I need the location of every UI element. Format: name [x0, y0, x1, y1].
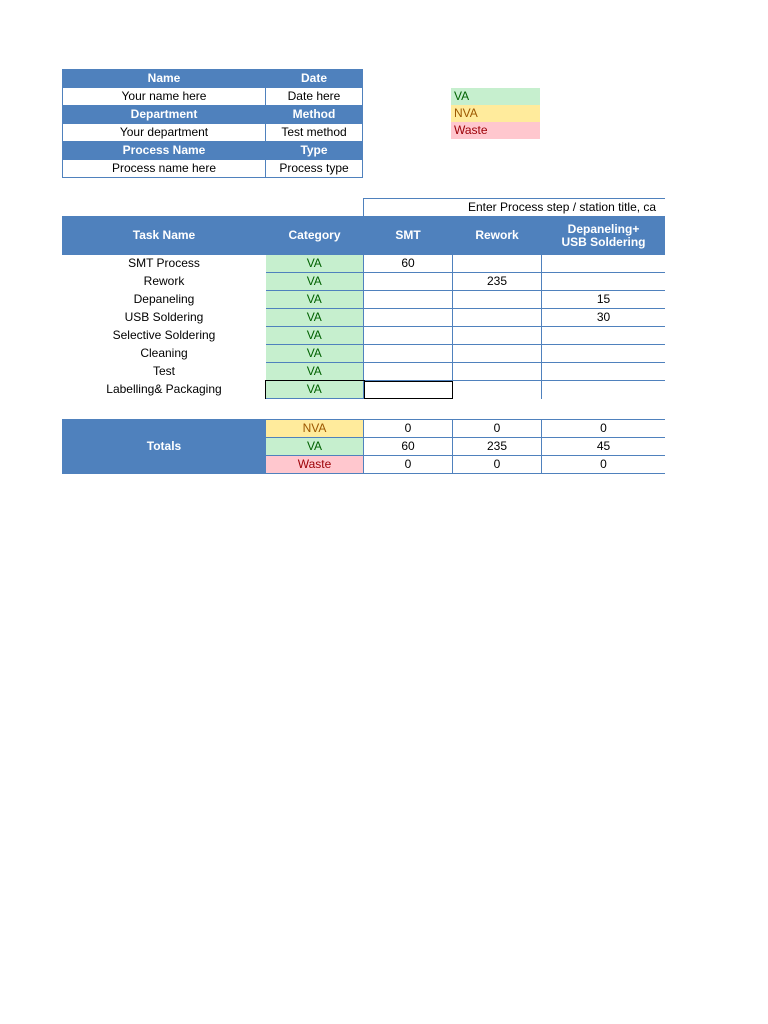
rework-cell[interactable]: 235 — [453, 273, 542, 291]
legend-waste: Waste — [451, 122, 540, 139]
smt-cell[interactable] — [364, 309, 453, 327]
category-cell[interactable]: VA — [266, 363, 364, 381]
smt-header: SMT — [364, 217, 453, 255]
steps-title-row — [363, 198, 665, 217]
category-cell[interactable]: VA — [266, 327, 364, 345]
totals-nva-rework: 0 — [453, 420, 542, 438]
task-name-cell: Selective Soldering — [112, 328, 216, 342]
table-row — [63, 381, 666, 399]
process-name-value[interactable]: Process name here — [63, 160, 266, 178]
rework-cell[interactable] — [453, 327, 542, 345]
rework-header: Rework — [453, 217, 542, 255]
task-name-cell: Labelling& Packaging — [106, 382, 222, 396]
task-name-cell: Depaneling — [133, 292, 195, 306]
table-row — [63, 255, 666, 273]
category-header: Category — [266, 217, 364, 255]
info-table — [62, 69, 363, 178]
depaneling-cell[interactable] — [542, 327, 666, 345]
category-cell[interactable]: VA — [266, 309, 364, 327]
depaneling-cell[interactable] — [542, 345, 666, 363]
smt-cell[interactable] — [364, 291, 453, 309]
process-type-value[interactable]: Process type — [266, 160, 363, 178]
task-name-cell: SMT Process — [128, 256, 200, 271]
rework-cell[interactable] — [453, 255, 542, 273]
type-header: Type — [266, 142, 363, 160]
table-row — [63, 291, 666, 309]
steps-title[interactable]: Enter Process step / station title, ca — [364, 199, 666, 217]
category-cell[interactable]: VA — [266, 381, 364, 399]
totals-waste-depaneling: 0 — [542, 456, 666, 474]
date-header: Date — [266, 70, 363, 88]
name-value[interactable]: Your name here — [63, 88, 266, 106]
name-header: Name — [63, 70, 266, 88]
process-grid — [62, 216, 665, 399]
category-cell[interactable]: VA — [266, 291, 364, 309]
process-name-header: Process Name — [63, 142, 266, 160]
smt-cell[interactable]: 60 — [364, 255, 453, 273]
totals-va-rework: 235 — [453, 438, 542, 456]
department-value[interactable]: Your department — [63, 124, 266, 142]
legend-nva: NVA — [451, 105, 540, 122]
task-name-cell: Rework — [143, 274, 185, 288]
department-header: Department — [63, 106, 266, 124]
depaneling-header — [542, 217, 666, 255]
legend-va: VA — [451, 88, 540, 105]
totals-va-smt: 60 — [364, 438, 453, 456]
totals-waste-rework: 0 — [453, 456, 542, 474]
method-value[interactable]: Test method — [266, 124, 363, 142]
rework-cell[interactable] — [453, 381, 542, 399]
totals-waste-category: Waste — [266, 456, 364, 474]
rework-cell[interactable] — [453, 363, 542, 381]
category-cell[interactable]: VA — [266, 273, 364, 291]
depaneling-header-line2: USB Soldering — [561, 234, 646, 249]
depaneling-cell[interactable]: 15 — [542, 291, 666, 309]
depaneling-cell[interactable] — [542, 255, 666, 273]
smt-cell[interactable] — [364, 327, 453, 345]
task-name-cell: USB Soldering — [124, 310, 204, 324]
task-name-header: Task Name — [63, 217, 266, 255]
depaneling-cell[interactable] — [542, 381, 666, 399]
task-name-cell: Test — [152, 364, 175, 378]
totals-va-depaneling: 45 — [542, 438, 666, 456]
date-value[interactable]: Date here — [266, 88, 363, 106]
rework-cell[interactable] — [453, 345, 542, 363]
totals-block — [62, 419, 665, 474]
category-legend — [451, 88, 540, 139]
info-block — [62, 69, 363, 178]
table-row — [63, 309, 666, 327]
totals-nva-category: NVA — [266, 420, 364, 438]
totals-nva-smt: 0 — [364, 420, 453, 438]
table-row — [63, 327, 666, 345]
totals-waste-smt: 0 — [364, 456, 453, 474]
table-row — [63, 273, 666, 291]
depaneling-header-line1: Depaneling+ — [567, 221, 640, 236]
category-cell[interactable]: VA — [266, 345, 364, 363]
table-row — [63, 345, 666, 363]
depaneling-cell[interactable]: 30 — [542, 309, 666, 327]
smt-cell[interactable] — [364, 381, 453, 399]
rework-cell[interactable] — [453, 309, 542, 327]
depaneling-cell[interactable] — [542, 363, 666, 381]
smt-cell[interactable] — [364, 273, 453, 291]
rework-cell[interactable] — [453, 291, 542, 309]
totals-label: Totals — [63, 420, 266, 474]
smt-cell[interactable] — [364, 345, 453, 363]
table-row — [63, 363, 666, 381]
totals-nva-depaneling: 0 — [542, 420, 666, 438]
task-name-cell: Cleaning — [140, 346, 188, 360]
category-cell[interactable]: VA — [266, 255, 364, 273]
method-header: Method — [266, 106, 363, 124]
smt-cell[interactable] — [364, 363, 453, 381]
totals-va-category: VA — [266, 438, 364, 456]
depaneling-cell[interactable] — [542, 273, 666, 291]
